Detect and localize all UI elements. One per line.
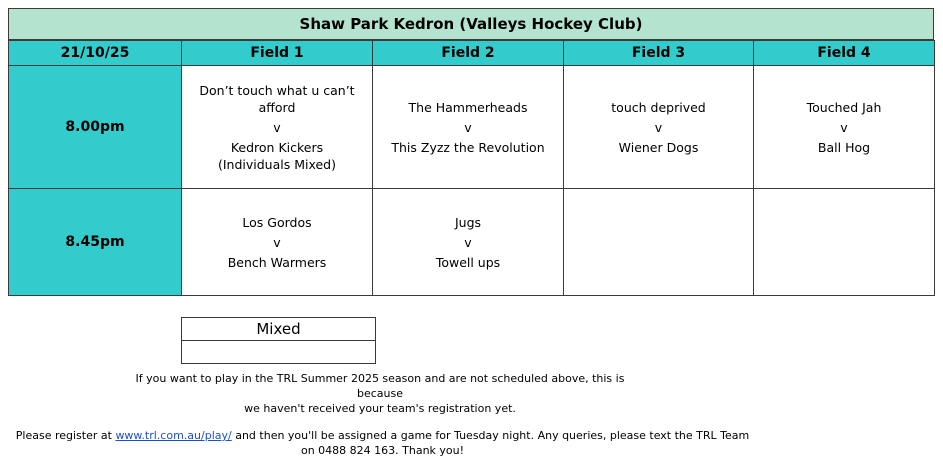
field-4-header: Field 4 xyxy=(754,41,935,66)
time-slot-row xyxy=(9,189,935,296)
game-cell xyxy=(564,66,754,189)
home-team: Los Gordos xyxy=(242,214,312,230)
game-cell xyxy=(754,66,935,189)
away-team: Wiener Dogs xyxy=(618,139,699,155)
header-row xyxy=(9,41,935,66)
footer-prefix: Please register at xyxy=(15,429,116,442)
game-cell xyxy=(373,189,564,296)
home-team: touch deprived xyxy=(611,99,706,115)
away-team: This Zyzz the Revolution xyxy=(391,139,545,155)
home-team: Don’t touch what u can’t afford xyxy=(199,82,355,115)
away-team: Ball Hog xyxy=(817,139,871,155)
footer-suffix: and then you'll be assigned a game for Tuesday night. Any queries, please text the TRL Team on 0488 824 163. Thank you! xyxy=(231,429,750,457)
versus-label: v xyxy=(654,119,663,135)
division-legend xyxy=(181,317,376,364)
schedule-title: Shaw Park Kedron (Valleys Hockey Club) xyxy=(8,8,934,40)
legend-label: Mixed xyxy=(182,318,375,341)
time-slot-label: 8.45pm xyxy=(9,189,182,296)
away-team: Bench Warmers xyxy=(227,254,327,270)
register-link[interactable]: www.trl.com.au/play/ xyxy=(115,429,232,442)
away-team: Kedron Kickers (Individuals Mixed) xyxy=(217,139,336,172)
home-team: Jugs xyxy=(454,214,482,230)
legend-swatch xyxy=(182,341,375,363)
field-3-header: Field 3 xyxy=(564,41,754,66)
note-line-1: If you want to play in the TRL Summer 2025 season and are not scheduled above, this is because xyxy=(135,372,625,400)
empty-game-cell xyxy=(754,189,935,296)
footer-text xyxy=(10,428,755,458)
home-team: Touched Jah xyxy=(806,99,882,115)
away-team: Towell ups xyxy=(435,254,501,270)
versus-label: v xyxy=(464,119,472,135)
game-cell xyxy=(373,66,564,189)
field-1-header: Field 1 xyxy=(182,41,373,66)
game-cell xyxy=(182,189,373,296)
versus-label: v xyxy=(840,119,848,135)
time-slot-row xyxy=(9,66,935,189)
schedule-table xyxy=(8,40,935,296)
versus-label: v xyxy=(464,234,472,250)
versus-label: v xyxy=(273,119,281,135)
date-header: 21/10/25 xyxy=(9,41,182,66)
field-2-header: Field 2 xyxy=(373,41,564,66)
game-cell xyxy=(182,66,373,189)
empty-game-cell xyxy=(564,189,754,296)
home-team: The Hammerheads xyxy=(408,99,528,115)
registration-note xyxy=(120,371,640,416)
time-slot-label: 8.00pm xyxy=(9,66,182,189)
note-line-2: we haven't received your team's registration yet. xyxy=(244,402,516,415)
versus-label: v xyxy=(273,234,281,250)
